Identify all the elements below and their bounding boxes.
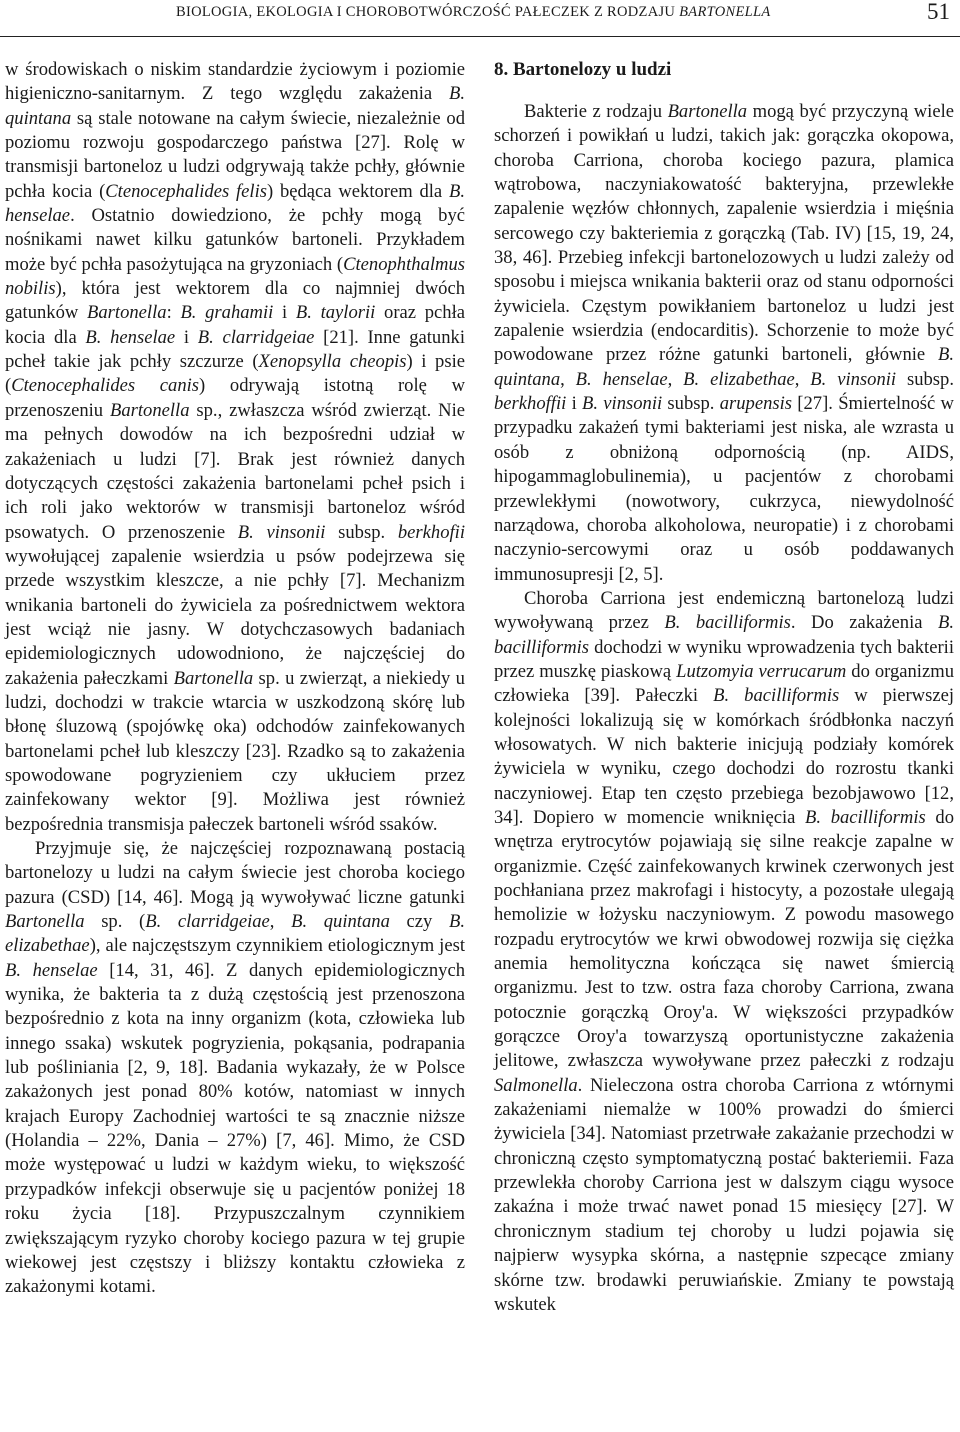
right-paragraph-2: Choroba Carriona jest endemiczną bartonelozą ludzi wywoływaną przez B. bacilliformis. Do zakażenia B. bacilliformis dochodzi w wyniku wprowadzenia tych bakterii przez muszkę piaskową Lutzomyia verrucarum do organizmu człowieka [39]. Pałeczki B. bacilliformis w pierwszej kolejności lokalizują się w komórkach śródbłonka naczyń włosowatych. W nich bakterie inicjują podziały komórek żywiciela w wyniku, czego dochodzi do rozrostu tkanki naczyniowej. Etap ten często przebiega bezobjawowo [12, 34]. Dopiero w momencie wniknięcia B. bacilliformis do wnętrza erytrocytów pojawiają się silne reakcje zapalne w organizmie. Część zainfekowanych krwinek czerwonych jest pochłaniana przez makrofagi i histocyty, a pozostałe ulegają hemolizie w łożysku naczyniowym. Z powodu masowego rozpadu erytrocytów we krwi obwodowej rozwija się ciężka anemia hemolityczna kończąca się nawet śmiercią organizmu. Jest to tzw. ostra faza choroby Carriona, zwana potocznie gorączką Oroy'a. W większości przypadków gorączce Oroy'a towarzyszą oportunistyczne zakażenia jelitowe, zwłaszcza wywoływane przez pałeczki z rodzaju Salmonella. Nieleczona ostra choroba Carriona z wtórnymi zakażeniami niemalże w 100% prowadzi do śmierci żywiciela [34]. Natomiast przetrwałe zakażanie przechodzi w chroniczną często symptomatyczną postać bakteriemii. Faza przewlekła choroby Carriona jest w dalszym ciągu wysoce zakaźna i może trwać nawet ponad 15 miesięcy [27]. W chronicznym stadium tej choroby u ludzi pojawia się najpierw wysypka skórna, a następnie szpecące zmiany skórne tzw. brodawki peruwiańskie. Zmiany te powstają wskutek [494,587,955,1315]
left-paragraph-1: w środowiskach o niskim standardzie życiowym i poziomie higieniczno-sanitarnym. Z tego względu zakażenia B. quintana są stale notowane na całym świecie, niezależnie od poziomu rozwoju gospodarczego państwa [27]. Rolę w transmisji bartoneloz u ludzi odgrywają także pchły, głównie pchła kocia (Ctenocephalides felis) będąca wektorem dla B. henselae. Ostatnio dowiedziono, że pchły mogą być nośnikami nawet kilku gatunków bartoneli. Przykładem może być pchła pasożytująca na gryzoniach (Ctenophthalmus nobilis), która jest wektorem dla co najmniej dwóch gatunków Bartonella: B. grahamii i B. taylorii oraz pchła kocia dla B. henselae i B. clarridgeiae [21]. Inne gatunki pcheł takie jak pchły szczurze (Xenopsylla cheopis) i psie (Ctenocephalides canis) odrywają istotną rolę w przenoszeniu Bartonella sp., zwłaszcza wśród zwierząt. Nie ma pełnych dowodów na ich bezpośredni udział w zakażeniach u ludzi [7]. Brak jest również danych dotyczących częstości zakażenia bartonelami pcheł psich i ich roli jako wektorów w transmisji bartoneloz wśród psowatych. O przenoszenie B. vinsonii subsp. berkhofii wywołującej zapalenie wsierdzia u psów podejrzewa się przede wszystkim kleszcze, a nie pchły [7]. Mechanizm wnikania bartoneli do żywiciela za pośrednictwem wektora jest wciąż nie jasny. W dotychczasowych badaniach epidemiologicznych udowodniono, że najczęściej do zakażenia pałeczkami Bartonella sp. u zwierząt, a niekiedy u ludzi, dochodzi w trakcie wtarcia w uszkodzoną skórę lub błonę śluzową (spojówkę oka) odchodów zainfekowanych bartonelami pcheł lub kleszczy [23]. Rzadko są to zakażenia spowodowane pogryzieniem czy ukłuciem przez zainfekowany wektor [9]. Możliwa jest również bezpośrednia transmisja pałeczek bartoneli wśród ssaków. [5,59,465,835]
header-rule [0,36,960,37]
left-column [5,58,465,1300]
running-title: BIOLOGIA, EKOLOGIA I CHOROBOTWÓRCZOŚĆ PAŁECZEK Z RODZAJU BARTONELLA [176,4,771,20]
left-paragraph-2: Przyjmuje się, że najczęściej rozpoznawaną postacią bartonelozy u ludzi na całym świecie jest choroba kociego pazura (CSD) [14, 46]. Mogą ją wywoływać liczne gatunki Bartonella sp. (B. clarridgeiae, B. quintana czy B. elizabethae), ale najczęstszym czynnikiem etiologicznym jest B. henselae [14, 31, 46]. Z danych epidemiologicznych wynika, że bakteria ta z dużą częstością jest przenoszona bezpośrednio z kota na inny organizm (kota, człowieka lub innego ssaka) wskutek pogryzienia, pokąsania, podrapania lub pośliniania [2, 9, 18]. Badania wykazały, że w Polsce zakażonych jest ponad 80% kotów, natomiast w innych krajach Europy Zachodniej wartości te są znacznie niższe (Holandia – 22%, Dania – 27%) [7, 46]. Mimo, że CSD może występować u ludzi w każdym wieku, to większość przypadków infekcji obserwuje się u pacjentów poniżej 18 roku życia [18]. Przypuszczalnym czynnikiem zwiększającym ryzyko choroby kociego pazura w tej grupie wiekowej jest częstszy i bliższy kontaktu człowieka z zakażonymi kotami. [5,838,465,1298]
section-heading: 8. Bartonelozy u ludzi [494,59,672,80]
page-number: 51 [927,0,950,24]
right-paragraph-1: Bakterie z rodzaju Bartonella mogą być przyczyną wiele schorzeń i powikłań u ludzi, takich jak: gorączka okopowa, choroba Carriona, choroba kociego pazura, plamica wątrobowa, naczyniakowatość bakteryjna, przewlekłe zapalenie węzłów chłonnych, zapalenie wsierdzia i mięśnia sercowego czy bakteriemia z gorączką (Tab. IV) [15, 19, 24, 38, 46]. Przebieg infekcji bartonelozowych u ludzi zależy od sposobu i miejsca wnikania bakterii oraz od stanu odporności żywiciela. Częstym powikłaniem bartoneloz u ludzi jest zapalenie wsierdzia (endocarditis). Schorzenie to może być powodowane przez różne gatunki bartoneli, głównie B. quintana, B. henselae, B. elizabethae, B. vinsonii subsp. berkhoffii i B. vinsonii subsp. arupensis [27]. Śmiertelność w przypadku zakażeń tymi bakteriami jest niska, ale wzrasta u osób z obniżoną odpornością (np. AIDS, hipogammaglobulinemia), u pacjentów z chorobami przewlekłymi (nowotwory, cukrzyca, niewydolność narządowa, choroba alkoholowa, neuropatie) i z chorobami naczynio-sercowymi oraz u osób poddawanych immunosupresji [2, 5]. [494,101,955,585]
running-header [0,0,960,40]
right-column [494,58,954,1317]
